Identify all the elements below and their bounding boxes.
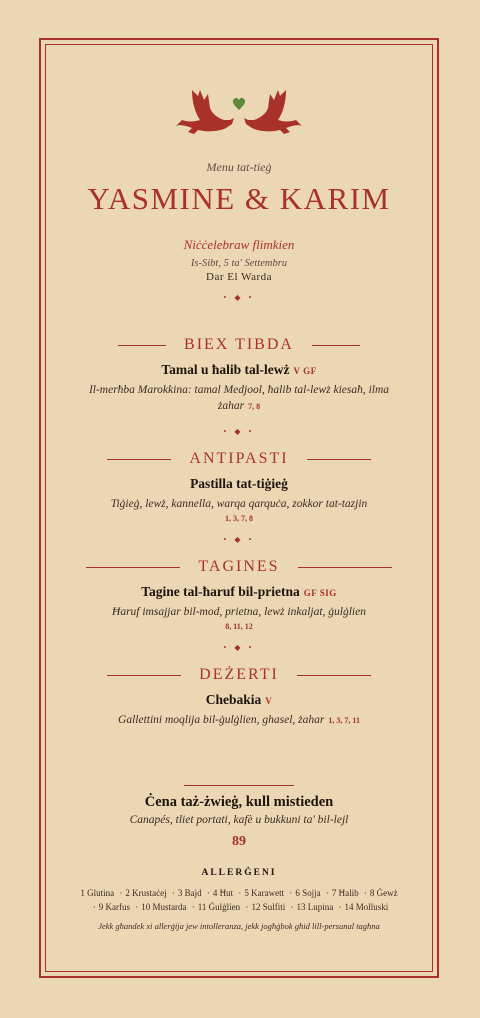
ornament-divider: • ◆ • (223, 535, 255, 544)
ornament-divider: • ◆ • (223, 427, 255, 436)
allergen-separator: · (325, 888, 329, 898)
dish-description (74, 382, 404, 415)
divider-line (107, 675, 181, 676)
dish-title: Tagine tal-ħaruf bil-prietna (141, 584, 300, 599)
dish-title: Chebakia (205, 692, 262, 707)
allergen-item: 1 Glutina (80, 888, 115, 898)
dish-tags: V (265, 696, 273, 706)
allergen-separator: · (206, 888, 210, 898)
allergen-item: 4 Ħut (212, 888, 234, 898)
divider-line (107, 459, 171, 460)
dish-desc-text: Gallettini moqlija bil-ġulġlien, ghasel, żahar (118, 714, 325, 726)
allergen-item: 11 Ġulġlien (197, 902, 241, 912)
allergen-item: 12 Sulfiti (251, 902, 286, 912)
allergens-list (79, 886, 399, 914)
dish-name (45, 692, 433, 708)
allergen-item: 8 Ġewż (369, 888, 398, 898)
divider-line (297, 675, 371, 676)
doves-icon (174, 86, 304, 148)
dish-name (45, 584, 433, 600)
dish-allergens: 8, 11, 12 (225, 622, 253, 631)
dinner-description: Canapés, tliet portati, kafè u bukkuni ta' bil-lejl (129, 814, 349, 826)
allergen-item: 13 Lupina (296, 902, 334, 912)
dish-allergens: 7, 8 (248, 402, 261, 411)
allergen-item: 7 Ħalib (331, 888, 359, 898)
allergen-separator: · (363, 888, 367, 898)
section-header (45, 450, 433, 468)
section-header (45, 336, 433, 354)
dish-desc-text: Il-merħba Marokkina: tamal Medjool, ħalib tal-lewż kiesaħ, ilma żahar (88, 384, 390, 412)
allergen-item: 10 Mustarda (141, 902, 187, 912)
allergy-note: Jekk għandek xi allerġija jew intolleranza, jekk jogħġbok għid lill-persunal tagħna (98, 921, 380, 931)
dish-tags: GF SIG (303, 588, 337, 598)
divider-line (118, 345, 166, 346)
dish-title: Pastilla tat-tiġieġ (190, 476, 288, 491)
allergen-separator: · (238, 888, 242, 898)
allergen-item: 2 Krustaċej (125, 888, 167, 898)
doves-logo-icon (45, 86, 433, 148)
divider-line (86, 567, 180, 568)
divider-line (307, 459, 371, 460)
invite-line: Niċċelebraw flimkien (183, 237, 295, 252)
allergen-item: 9 Karfus (98, 902, 131, 912)
section-title: DEŻERTI (199, 666, 279, 683)
dish-name (45, 476, 433, 492)
allergen-item: 3 Bajd (177, 888, 202, 898)
menu-subtitle: Menu tat-tieġ (206, 160, 272, 174)
dish-description: Ħaruf imsajjar bil-mod, prietna, lewż inkaljat, ġulġlien (112, 606, 366, 618)
allergen-item: 6 Sojja (295, 888, 321, 898)
allergen-separator: · (245, 902, 249, 912)
section-title: TAGINES (198, 558, 280, 575)
allergens-title: ALLERĠENI (201, 868, 277, 878)
allergen-separator: · (119, 888, 123, 898)
allergen-separator: · (171, 888, 175, 898)
allergen-separator: · (92, 902, 96, 912)
venue-name: Dar El Warda (206, 271, 272, 283)
section-title: BIEX TIBDA (184, 336, 294, 353)
ornament-divider: • ◆ • (223, 643, 255, 652)
price-divider (184, 785, 294, 786)
dish-title: Tamal u ħalib tal-lewż (161, 362, 290, 377)
allergen-item: 5 Karawett (244, 888, 285, 898)
event-date: Is-Sibt, 5 ta' Settembru (190, 258, 288, 269)
dish-allergens: 1, 3, 7, 8 (225, 514, 253, 523)
divider-line (298, 567, 392, 568)
allergen-separator: · (289, 888, 293, 898)
dinner-price: 89 (232, 834, 246, 849)
allergen-item: 14 Molluski (344, 902, 389, 912)
dish-tags: V GF (293, 366, 317, 376)
divider-line (312, 345, 360, 346)
allergen-separator: · (338, 902, 342, 912)
allergen-separator: · (290, 902, 294, 912)
dish-allergens: 1, 3, 7, 11 (328, 716, 360, 725)
dish-name (45, 362, 433, 378)
dish-description (74, 712, 404, 729)
dinner-title: Ċena taż-żwieġ, kull mistieden (144, 794, 334, 810)
section-header (45, 666, 433, 684)
dish-description: Tiġieġ, lewż, kannella, warqa qarquċa, zokkor tat-tazjin (110, 498, 368, 510)
allergen-separator: · (135, 902, 139, 912)
ornament-divider: • ◆ • (223, 293, 255, 302)
allergen-separator: · (191, 902, 195, 912)
section-title: ANTIPASTI (189, 450, 289, 467)
section-header (45, 558, 433, 576)
menu-card (45, 44, 433, 931)
couple-names: YASMINE & KARIM (87, 181, 391, 216)
